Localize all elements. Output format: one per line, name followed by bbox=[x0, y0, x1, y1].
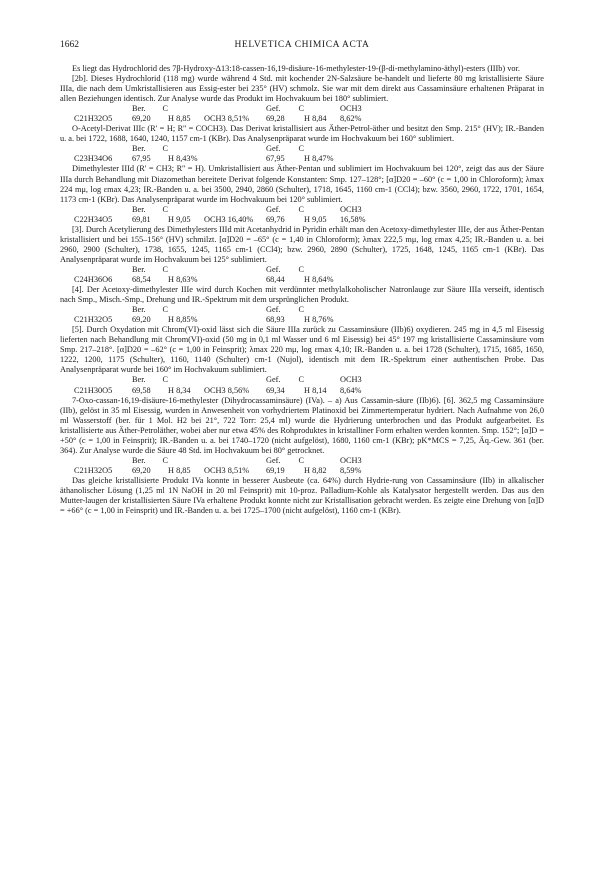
analysis-value: H 8,76% bbox=[304, 315, 334, 325]
analysis-value: Gef. C 68,44 bbox=[266, 264, 304, 284]
analysis-value: H 8,47% bbox=[304, 154, 334, 164]
page-number: 1662 bbox=[60, 40, 79, 50]
analysis-value: H 8,85% bbox=[168, 315, 198, 325]
analysis-formula-line bbox=[60, 265, 544, 285]
analysis-value: H 9,05 bbox=[304, 214, 327, 224]
body-paragraph: Dimethylester IIId (R' = CH3; R'' = H). Umkristallisiert aus Äther-Pentan und sublimiert im Hochvakuum bei 120°, zeigt das aus der Säure IIIa durch Behandlung mit Diazomethan bereitete Derivat folgende Konstanten: Smp. 127–128°; [α]D20 = –60° (c = 1,00 in Chloroform); λmax 224 mμ, log εmax 4,23; IR.-Banden u. a. bei 3500, 2940, 2860 (Schulter), 1718, 1645, 1160 cm-1 (CCl4); bzw. 3560, 2960, 1722, 1701, 1654, 1173 cm-1 (KBr). Das Analysenpräparat wurde im Hochvakuum bei 120° sublimiert. bbox=[60, 164, 544, 204]
analysis-value: Gef. C 69,34 bbox=[266, 375, 304, 395]
analysis-value: OCH3 8,56% bbox=[204, 385, 250, 395]
body-paragraph: Es liegt das Hydrochlorid des 7β-Hydroxy-Δ13:18-cassen-16,19-disäure-16-methylester-19-(β-di-methylamino-äthyl)-esters (IIIb) vor. bbox=[72, 64, 520, 73]
analysis-value: H 8,85 bbox=[168, 465, 191, 475]
analysis-value: Ber. C 69,20 bbox=[132, 305, 168, 325]
body-paragraph: 7-Oxo-cassan-16,19-disäure-16-methylester (Dihydrocassaminsäure) (IVa). – a) Aus Cassamin-säure (IIb)6). [6]. 362,5 mg Cassaminsäure (IIb), gelöst in 35 ml Eisessig, wurden in Anwesenheit von vorhydriertem Platinoxid bei Zimmertemperatur hydriert. Nach Aufnahme von 26,0 ml Wasserstoff (ber. für 1 Mol. H2 bei 21°, 722 Torr: 25,4 ml) wurde die Hydrierung unterbrochen und das Produkt aufgearbeitet. Es kristallisierte aus Äther-Petroläther, wobei aber nur etwa 45% des Rohproduktes in kristalliner Form erhalten werden konnten. Smp. 152°; [α]D = +50° (c = 1,00 in Feinsprit); IR.-Banden u. a. bei 1740–1720 (nicht aufgelöst), 1680, 1160 cm-1 (KBr); pK*MCS = 7,25, Äq.-Gew. 361 (ber. 364). Zur Analyse wurde die Säure 48 Std. im Hochvakuum bei 80° getrocknet. bbox=[60, 395, 544, 455]
analysis-value: OCH3 8,64% bbox=[340, 375, 362, 395]
analysis-value: OCH3 8,51% bbox=[204, 465, 250, 475]
analysis-value: OCH3 8,62% bbox=[340, 104, 362, 124]
analysis-formula-line bbox=[60, 205, 544, 225]
analysis-formula-line bbox=[60, 375, 544, 395]
page-header bbox=[60, 40, 544, 54]
analysis-value: Ber. C 69,58 bbox=[132, 375, 168, 395]
analysis-value: H 8,43% bbox=[168, 154, 198, 164]
analysis-value: Ber. C 68,54 bbox=[132, 264, 168, 284]
body-paragraph: [5]. Durch Oxydation mit Chrom(VI)-oxid lässt sich die Säure IIIa zurück zu Cassaminsäure (IIb)6) oxydieren. 245 mg in 4,5 ml Eisessig lieferten nach Behandlung mit Chrom(VI)-oxid (50 mg in 0,1 ml Wasser und 6 ml Eisessig) bei 45° 197 mg kristallisierte Cassaminsäure vom Smp. 217–218°. [α]D20 = –62° (c = 1,00 in Feinsprit); λmax 220 mμ, log εmax 4,10; IR.-Banden u. a. bei 1728 (Schulter), 1715, 1685, 1650, 1222, 1200, 1175 (Schulter), 1160, 1140 (Schulter) cm-1 (Nujol), identisch mit dem IR.-Spektrum einer authentischen Probe. Das Analysenpräparat wurde bei 160° im Hochvakuum sublimiert. bbox=[60, 325, 544, 375]
analysis-value: Gef. C 69,28 bbox=[266, 104, 304, 124]
analysis-formula-line bbox=[60, 305, 544, 325]
analysis-value: OCH3 16,40% bbox=[204, 214, 254, 224]
analysis-value: H 9,05 bbox=[168, 214, 191, 224]
body-paragraph: O-Acetyl-Derivat IIIc (R' = H; R'' = COCH3). Das Derivat kristallisiert aus Äther-Petrol-äther und besitzt den Smp. 215° (HV); IR.-Banden u. a. bei 1722, 1688, 1640, 1240, 1157 cm-1 (KBr). Das Analysenpräparat wurde im Hochvakuum bei 160° sublimiert. bbox=[60, 124, 544, 144]
analysis-value: H 8,34 bbox=[168, 385, 191, 395]
analysis-value: H 8,84 bbox=[304, 114, 327, 124]
analysis-value: Ber. C 69,81 bbox=[132, 204, 168, 224]
body-paragraph: Das gleiche kristallisierte Produkt IVa konnte in besserer Ausbeute (ca. 64%) durch Hydrie-rung von Cassaminsäure (IIb) in alkalischer äthanolischer Lösung (1,25 ml 1N NaOH in 20 ml Feinsprit) mit 10-proz. Palladium-Kohle als Katalysator hergestellt werden. Das aus den Mutter-laugen der kristallisierten Säure IVa erhaltene Produkt konnte nicht zur Kristallisation gebracht werden. Es zeigte eine Drehung von [α]D = +66° (c = 1,00 in Feinsprit) und IR.-Banden u. a. bei 1725–1700 (nicht aufgelöst), 1160 cm-1 (KBr). bbox=[60, 475, 544, 516]
analysis-formula-line bbox=[60, 104, 544, 124]
journal-title: HELVETICA CHIMICA ACTA bbox=[234, 40, 370, 50]
analysis-value: C21H30O5 bbox=[74, 385, 113, 395]
analysis-value: H 8,63% bbox=[168, 274, 198, 284]
analysis-value: Gef. C 69,76 bbox=[266, 204, 304, 224]
body-paragraph: [3]. Durch Acetylierung des Dimethylesters IIId mit Acetanhydrid in Pyridin erhält man den Acetoxy-dimethylester IIIe, der aus Äther-Pentan kristallisiert und bei 155–156° (HV) schmilzt. [α]D20 = –65° (c = 1,40 in Chloroform); λmax 222,5 mμ, log εmax 4,25; IR.-Banden u. a. bei 2960, 2900 (Schulter), 1738, 1655, 1245, 1165 cm-1 (CCl4); bzw. 2960, 2890 (Schulter), 1725, 1648, 1245, 1165 cm-1 (KBr). Das Analysenpräparat wurde im Hochvakuum bei 125° sublimiert. bbox=[60, 224, 544, 264]
analysis-value: OCH3 8,51% bbox=[204, 114, 250, 124]
analysis-value: H 8,14 bbox=[304, 385, 327, 395]
analysis-value: H 8,82 bbox=[304, 465, 327, 475]
analysis-value: Ber. C 69,20 bbox=[132, 455, 168, 475]
analysis-formula-line bbox=[60, 144, 544, 164]
analysis-value: H 8,64% bbox=[304, 274, 334, 284]
analysis-value: OCH3 8,59% bbox=[340, 455, 362, 475]
analysis-value: Gef. C 68,93 bbox=[266, 305, 304, 325]
body-paragraph: [4]. Der Acetoxy-dimethylester IIIe wird durch Kochen mit verdünnter methylalkoholischer Natronlauge zur Säure IIIa verseift, identisch nach Smp., Misch.-Smp., Drehung und IR.-Spektrum mit dem ursprünglichen Produkt. bbox=[60, 285, 544, 305]
analysis-value: C21H32O5 bbox=[74, 114, 113, 124]
analysis-value: C21H32O5 bbox=[74, 315, 113, 325]
analysis-value: C24H36O6 bbox=[74, 274, 113, 284]
analysis-value: OCH3 16,58% bbox=[340, 204, 366, 224]
analysis-value: Gef. C 69,19 bbox=[266, 455, 304, 475]
analysis-value: H 8,85 bbox=[168, 114, 191, 124]
analysis-value: C23H34O6 bbox=[74, 154, 113, 164]
analysis-value: Ber. C 69,20 bbox=[132, 104, 168, 124]
analysis-formula-line bbox=[60, 456, 544, 476]
analysis-value: Gef. C 67,95 bbox=[266, 144, 304, 164]
article-body bbox=[60, 64, 544, 516]
analysis-value: C21H32O5 bbox=[74, 465, 113, 475]
analysis-value: C22H34O5 bbox=[74, 214, 113, 224]
analysis-value: Ber. C 67,95 bbox=[132, 144, 168, 164]
body-paragraph: [2b]. Dieses Hydrochlorid (118 mg) wurde während 4 Std. mit kochender 2N-Salzsäure be-handelt und lieferte 80 mg kristallisierte Säure IIIa, die nach dem Umkristallisieren aus Essig-ester bei 235° (HV) schmolz. Sie war mit dem direkt aus Cassaminsäure erhaltenen Präparat in allen Beziehungen identisch. Zur Analyse wurde das Produkt im Hochvakuum bei 180° sublimiert. bbox=[60, 74, 544, 104]
